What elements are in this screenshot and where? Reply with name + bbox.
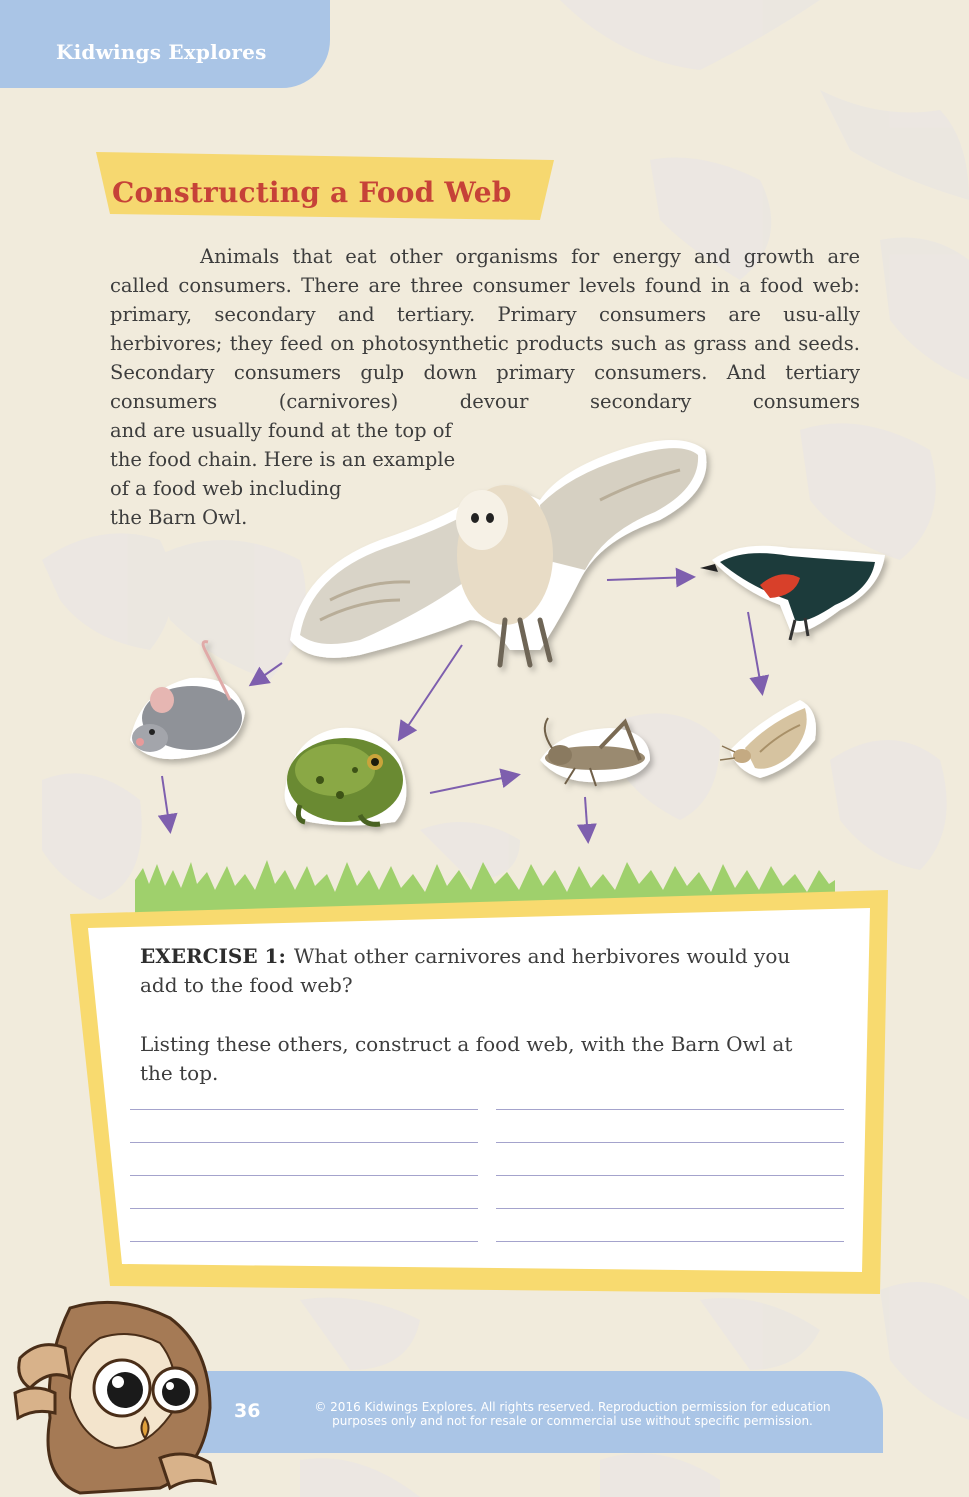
answer-line[interactable] <box>496 1175 844 1176</box>
exercise-question: What other carnivores and herbivores would you add to the food web? <box>140 944 791 997</box>
owl-mascot-icon <box>10 1298 240 1497</box>
answer-line[interactable] <box>130 1208 478 1209</box>
exercise-label: EXERCISE 1: <box>140 944 286 968</box>
page-number: 36 <box>234 1400 261 1422</box>
intro-line-1: and are usually found at the top of <box>110 419 452 442</box>
copyright-line-2: purposes only and not for resale or commercial use without specific permission. <box>332 1414 813 1428</box>
answer-line[interactable] <box>130 1175 478 1176</box>
copyright-notice <box>300 1400 845 1428</box>
answer-line[interactable] <box>130 1241 478 1242</box>
grasshopper-image <box>540 718 650 786</box>
brand-name: Kidwings Explores <box>56 40 267 64</box>
intro-text: Animals that eat other organisms for energy and growth are called consumers. There are three consumer levels found in a food web: primary, secondary and tertiary. Primary consumers are usu-ally herbivores; they feed on photosynthetic products such as grass and seeds. Secondary consumers gulp down primary consumers. And tertiary consumers (carnivores) devour secondary consumers <box>110 245 860 413</box>
answer-line[interactable] <box>496 1109 844 1110</box>
answer-line[interactable] <box>496 1208 844 1209</box>
intro-line-2: the food chain. Here is an example <box>110 448 456 471</box>
exercise-question-block <box>140 942 830 1000</box>
copyright-line-1: © 2016 Kidwings Explores. All rights reserved. Reproduction permission for education <box>314 1400 831 1414</box>
moth-image <box>720 700 816 778</box>
frog-image <box>285 728 407 826</box>
exercise-instruction: Listing these others, construct a food web, with the Barn Owl at the top. <box>140 1032 793 1085</box>
answer-line[interactable] <box>130 1142 478 1143</box>
exercise-section <box>140 942 830 1118</box>
intro-line-3: of a food web including <box>110 477 342 500</box>
blackbird-image <box>700 546 885 640</box>
answer-line[interactable] <box>496 1142 844 1143</box>
section-title: Constructing a Food Web <box>112 176 512 209</box>
answer-line[interactable] <box>130 1109 478 1110</box>
answer-line[interactable] <box>496 1241 844 1242</box>
intro-line-4: the Barn Owl. <box>110 506 248 529</box>
barn-owl-image <box>290 440 707 665</box>
mouse-image <box>130 642 245 759</box>
